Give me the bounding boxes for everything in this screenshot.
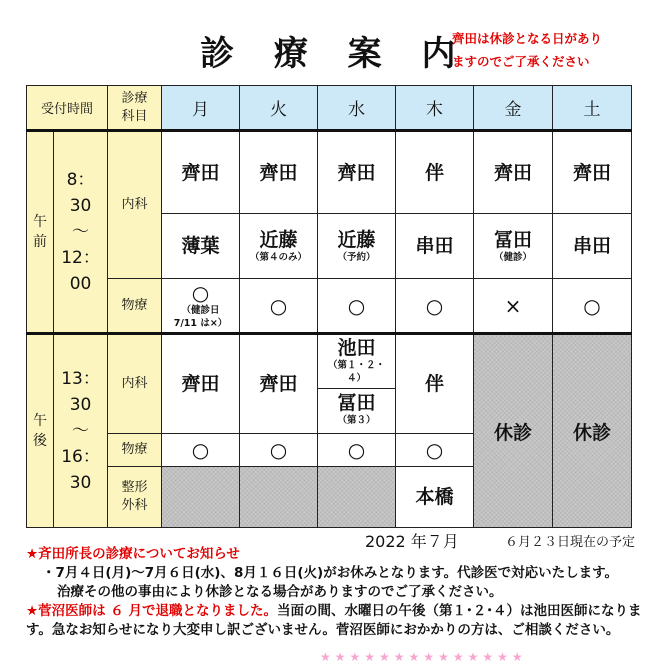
info-line: 治療その他の事由により休診となる場合がありますのでご了承ください。 (57, 584, 503, 600)
dept-header-line: 診療 (121, 90, 148, 106)
doctor-cell (474, 214, 553, 279)
day-header-tue: 火 (240, 86, 318, 131)
afternoon-time-line: 30 (69, 395, 92, 415)
doctor-note: （第１・２・ (328, 360, 386, 371)
doctor-cell: 齊田 (318, 131, 396, 214)
info-line: ・7月４日(月)～7月６日(水)、8月１６日(火)がお休みとなります。代診医で対応いたします。 (42, 565, 619, 581)
dept-header (108, 86, 162, 131)
doctor-note: （第３） (337, 415, 376, 426)
doctor-name: 冨田 (337, 392, 376, 414)
empty-shaded-cell (162, 467, 240, 528)
availability-mark: ○ (240, 279, 318, 334)
morning-time-line: 00 (69, 274, 92, 294)
afternoon-time-line: 16： (61, 447, 100, 467)
doctor-cell: 齊田 (240, 131, 318, 214)
seikei-label-line: 整形 (121, 480, 148, 495)
doctor-cell: 串田 (396, 214, 474, 279)
morning-label-char: 前 (33, 234, 47, 250)
morning-naika-label: 内科 (108, 131, 162, 279)
doctor-cell: 齊田 (474, 131, 553, 214)
doctor-cell (240, 214, 318, 279)
afternoon-label-char: 午 (33, 413, 47, 429)
afternoon-label (27, 334, 54, 528)
doctor-cell: 串田 (553, 214, 632, 279)
doctor-cell: 齊田 (162, 131, 240, 214)
info-line: 当面の間、水曜日の午後（第１･２･４）は池田医師になります。急なお知らせになり大変申し訳ございません。菅沼医師におかかりの方は、ご相談ください。 (26, 603, 642, 638)
doctor-cell: 本橋 (396, 467, 474, 528)
reception-header: 受付時間 (27, 86, 108, 131)
as-of-date: ６月２３日現在の予定 (505, 535, 636, 550)
doctor-note: （第４のみ） (250, 251, 308, 263)
closure-notice-line: ますのでご了承ください (452, 54, 590, 69)
doctor-name: 冨田 (494, 228, 533, 251)
afternoon-butsuryo-label: 物療 (108, 434, 162, 467)
morning-time-line: 8： (66, 170, 95, 190)
availability-mark: ○ (396, 434, 474, 467)
empty-shaded-cell (318, 467, 396, 528)
doctor-name: 近藤 (337, 228, 376, 251)
doctor-note: （健診） (494, 251, 533, 263)
cell-divider (318, 388, 395, 389)
availability-mark: ○ (318, 434, 396, 467)
closure-notice-line: 齊田は休診となる日があり (452, 31, 603, 46)
availability-mark: ○ (162, 434, 240, 467)
seikei-label-line: 外科 (121, 498, 148, 513)
schedule-month: 2022 年７月 (365, 532, 459, 551)
afternoon-time (54, 334, 108, 528)
decorative-stars: ★★★★★★★★★★★★★★ (320, 650, 527, 664)
morning-label (27, 131, 54, 334)
info-heading: ★斉田所長の診療についてお知らせ (26, 546, 240, 562)
availability-mark: ○ (318, 279, 396, 334)
closure-notice (452, 27, 602, 73)
doctor-note: （予約） (337, 251, 376, 263)
pt-cell (162, 279, 240, 334)
dept-header-line: 科目 (121, 108, 148, 124)
morning-butsuryo-label: 物療 (108, 279, 162, 334)
availability-mark: × (474, 279, 553, 334)
day-header-thu: 木 (396, 86, 474, 131)
morning-time-line: 30 (69, 196, 92, 216)
seikei-label (108, 467, 162, 528)
info-heading: ★菅沼医師は ６ 月で退職となりました。 (26, 603, 278, 619)
morning-time-line: 12： (61, 248, 100, 268)
pt-note: （健診日 (181, 304, 220, 316)
doctor-name: 池田 (337, 337, 376, 359)
doctor-cell: 薄葉 (162, 214, 240, 279)
info-paragraph (26, 602, 646, 640)
availability-mark: ○ (396, 279, 474, 334)
doctor-cell (318, 334, 396, 434)
doctor-name: 近藤 (259, 228, 298, 251)
afternoon-time-line: ～ (72, 421, 89, 441)
doctor-cell: 齊田 (162, 334, 240, 434)
availability-mark: ○ (553, 279, 632, 334)
day-header-fri: 金 (474, 86, 553, 131)
closed-cell-fri: 休診 (474, 334, 553, 528)
afternoon-label-char: 後 (33, 433, 47, 449)
morning-time-line: ～ (72, 222, 89, 242)
day-header-mon: 月 (162, 86, 240, 131)
day-header-sat: 土 (553, 86, 632, 131)
empty-shaded-cell (240, 467, 318, 528)
doctor-cell: 伴 (396, 131, 474, 214)
doctor-cell (318, 214, 396, 279)
morning-time (54, 131, 108, 334)
schedule-table (26, 85, 632, 528)
availability-mark: ○ (191, 280, 210, 305)
afternoon-naika-label: 内科 (108, 334, 162, 434)
afternoon-time-line: 30 (69, 473, 92, 493)
closed-cell-sat: 休診 (553, 334, 632, 528)
doctor-note: ４） (347, 373, 367, 384)
availability-mark: ○ (240, 434, 318, 467)
morning-label-char: 午 (33, 214, 47, 230)
page-title: 診 療 案 内 (200, 34, 470, 74)
afternoon-time-line: 13： (61, 369, 100, 389)
day-header-wed: 水 (318, 86, 396, 131)
pt-note: 7/11 は×） (173, 317, 228, 329)
doctor-cell: 齊田 (553, 131, 632, 214)
doctor-cell: 齊田 (240, 334, 318, 434)
doctor-cell: 伴 (396, 334, 474, 434)
